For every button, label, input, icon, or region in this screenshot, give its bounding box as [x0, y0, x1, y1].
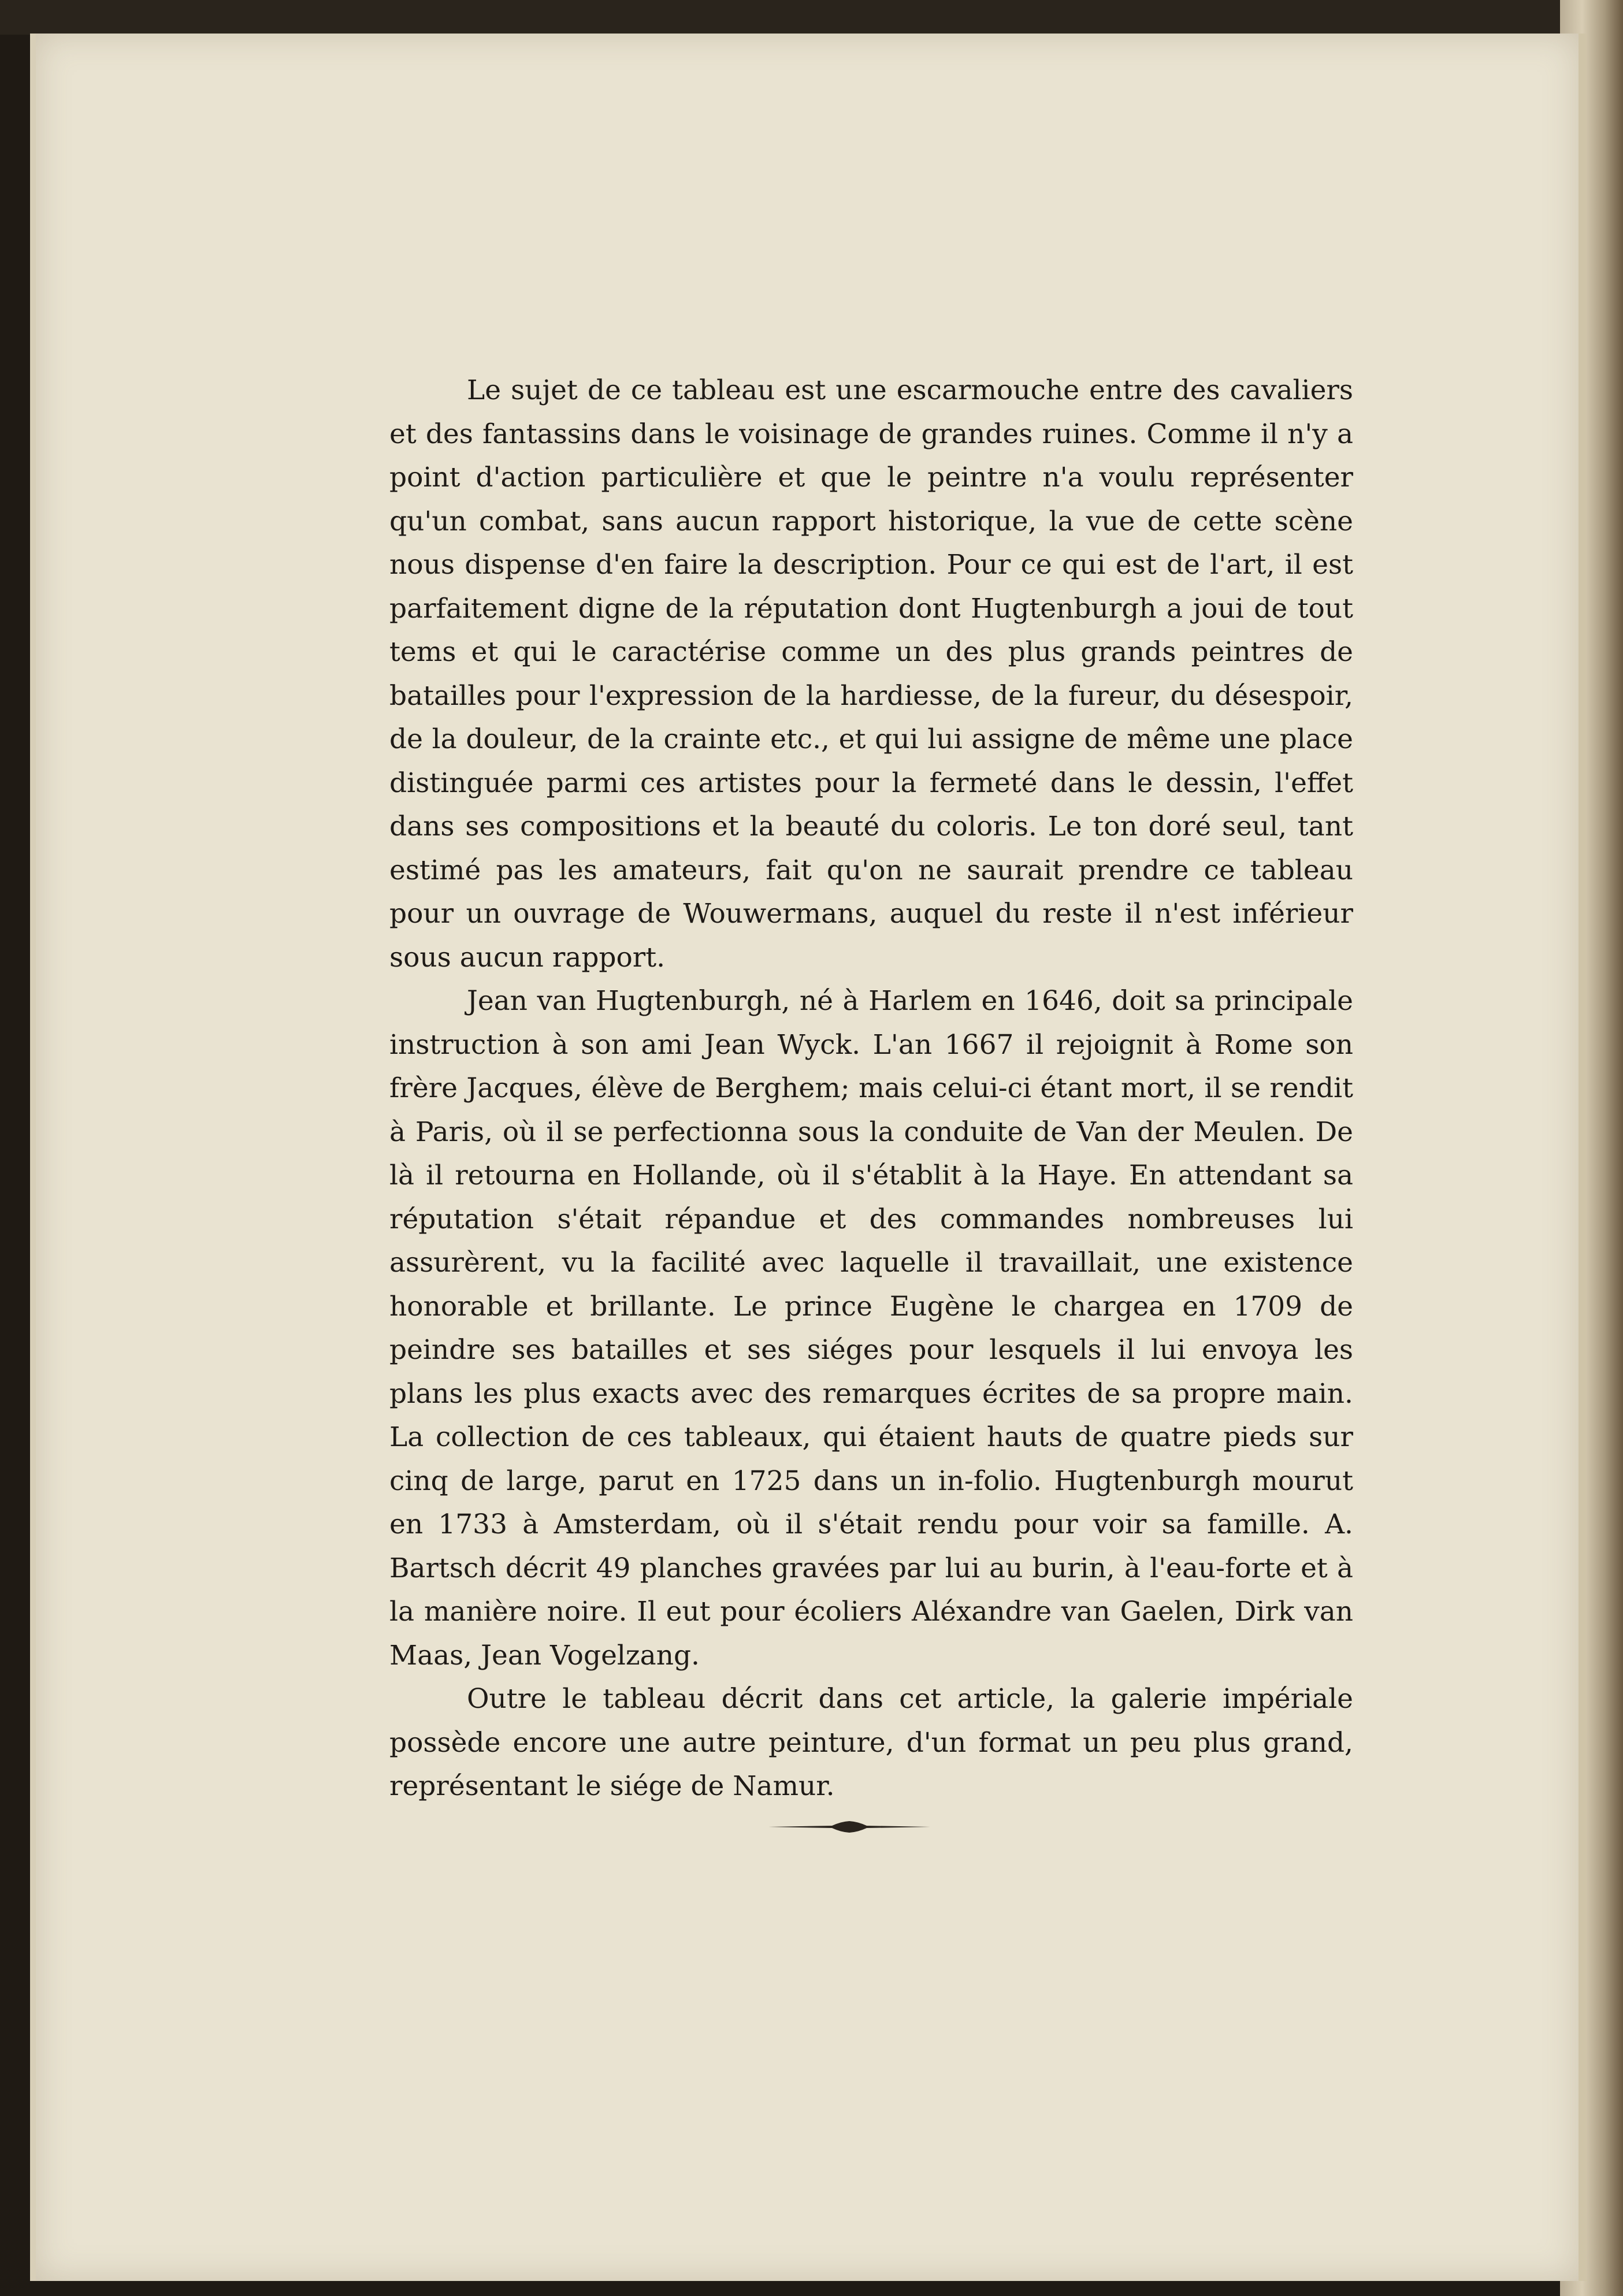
- ornamental-rule: [768, 1819, 930, 1834]
- paragraph-other-painting: Outre le tableau décrit dans cet article, la galerie impériale possède encore une autre peinture, d'un format un peu plus grand, représentant le siége de Namur.: [389, 1683, 1353, 1802]
- book-page: [30, 34, 1587, 2281]
- paragraph-biography: Jean van Hugtenburgh, né à Harlem en 1646, doit sa principale instruction à son ami Jean Wyck. L'an 1667 il rejoignit à Rome son frère Jacques, élève de Berghem; mais celui-ci étant mort, il se rendit à Paris, où il se perfectionna sous la conduite de Van der Meulen. De là il retourna en Hollande, où il s'établit à la Haye. En attendant sa réputation s'était répandue et des commandes nombreuses lui assurèrent, vu la facilité avec laquelle il travaillait, une existence honorable et brillante. Le prince Eugène le chargea en 1709 de peindre ses batailles et ses siéges pour lesquels il lui envoya les plans les plus exacts avec des remarques écrites de sa propre main. La collection de ces tableaux, qui étaient hauts de quatre pieds sur cinq de large, parut en 1725 dans un in-folio. Hugtenburgh mourut en 1733 à Amsterdam, où il s'était rendu pour voir sa famille. A. Bartsch décrit 49 planches gravées par lui au burin, à l'eau-forte et à la manière noire. Il eut pour écoliers Aléxandre van Gaelen, Dirk van Maas, Jean Vogelzang.: [389, 985, 1353, 1671]
- paragraph-painting-description: Le sujet de ce tableau est une escarmouche entre des cavaliers et des fantassins dans le voisinage de grandes ruines. Comme il n'y a point d'action particulière et que le peintre n'a voulu représenter qu'un combat, sans aucun rapport historique, la vue de cette scène nous dispense d'en faire la description. Pour ce qui est de l'art, il est parfaitement digne de la réputation dont Hugtenburgh a joui de tout tems et qui le caractérise comme un des plus grands peintres de batailles pour l'expression de la hardiesse, de la fureur, du désespoir, de la douleur, de la crainte etc., et qui lui assigne de même une place distinguée parmi ces artistes pour la fermeté dans le dessin, l'effet dans ses compositions et la beauté du coloris. Le ton doré seul, tant estimé pas les amateurs, fait qu'on ne saurait prendre ce tableau pour un ouvrage de Wouwermans, auquel du reste il n'est inférieur sous aucun rapport.: [389, 374, 1353, 974]
- scan-background: [0, 0, 1623, 35]
- body-text: [389, 369, 1353, 1808]
